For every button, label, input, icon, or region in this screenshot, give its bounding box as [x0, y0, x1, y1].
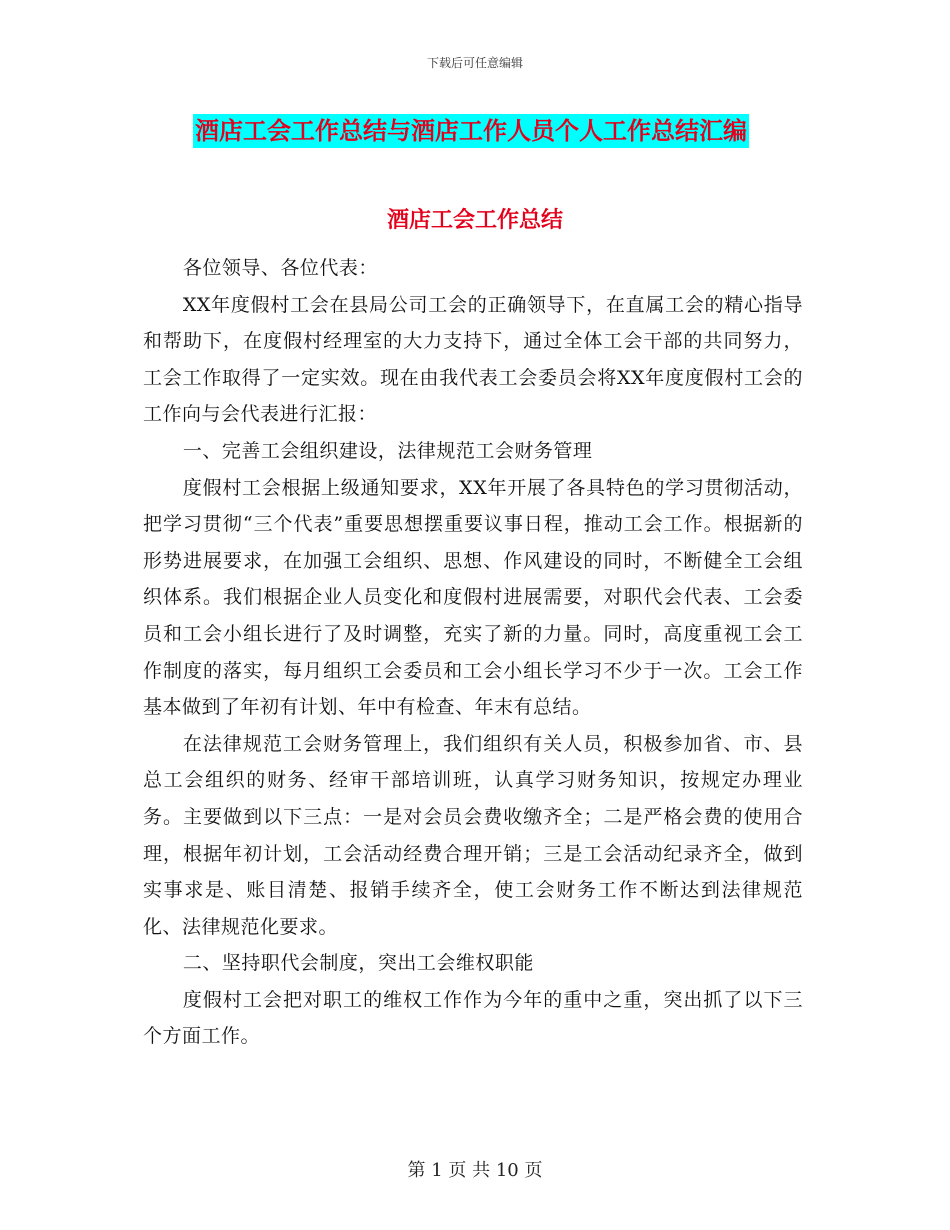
heading-rights: 二、坚持职代会制度，突出工会维权职能	[182, 952, 534, 975]
document-main-title: 酒店工会工作总结与酒店工作人员个人工作总结汇编	[193, 114, 749, 148]
header-note: 下载后可任意编辑	[426, 56, 523, 70]
paragraph-finance: 在法律规范工会财务管理上，我们组织有关人员，积极参加省、市、县总工会组织的财务、经审干部培训班，认真学习财务知识，按规定办理业务。主要做到以下三点：一是对会员会费收缴齐全；二是严格会费的使用合理，根据年初计划，工会活动经费合理开销；三是工会活动纪录齐全，做到实事求是、账目清楚、报销手续齐全，使工会财务工作不断达到法律规范化、法律规范化要求。	[143, 732, 803, 938]
paragraph-intro: XX年度假村工会在县局公司工会的正确领导下，在直属工会的精心指导和帮助下，在度假村经理室的大力支持下，通过全体工会干部的共同努力，工会工作取得了一定实效。现在由我代表工会委员会将XX年度度假村工会的工作向与会代表进行汇报：	[143, 293, 803, 426]
page-number-footer: 第 1 页 共 10 页	[407, 1160, 543, 1181]
section-title: 酒店工会工作总结	[386, 207, 563, 233]
paragraph-salutation: 各位领导、各位代表：	[182, 257, 378, 279]
paragraph-organization: 度假村工会根据上级通知要求，XX年开展了各具特色的学习贯彻活动，把学习贯彻“三个代表”重要思想摆重要议事日程，推动工会工作。根据新的形势进展要求，在加强工会组织、思想、作风建设的同时，不断健全工会组织体系。我们根据企业人员变化和度假村进展需要，对职代会代表、工会委员和工会小组长进行了及时调整，充实了新的力量。同时，高度重视工会工作制度的落实，每月组织工会委员和工会小组长学习不少于一次。工会工作基本做到了年初有计划、年中有检查、年末有总结。	[143, 476, 803, 719]
document-body	[143, 250, 803, 1055]
paragraph-rights: 度假村工会把对职工的维权工作作为今年的重中之重，突出抓了以下三个方面工作。	[143, 988, 803, 1048]
heading-organization: 一、完善工会组织建设，法律规范工会财务管理	[182, 439, 593, 462]
